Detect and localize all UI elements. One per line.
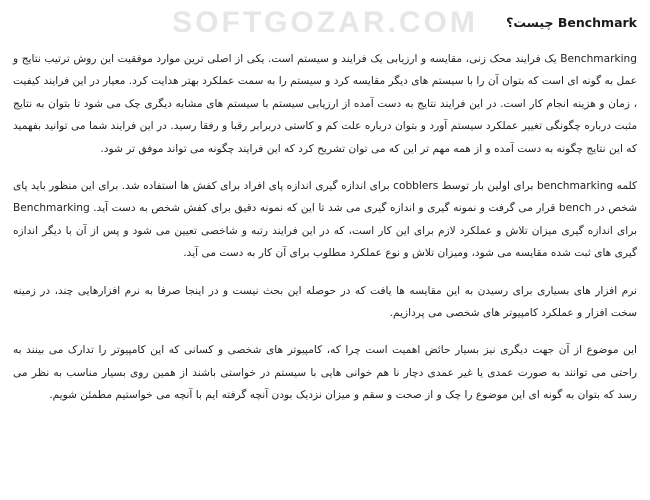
softgozar-watermark: SOFTGOZAR.COM (172, 6, 478, 39)
paragraph-importance: این موضوع از آن جهت دیگری نیز بسیار حائض اهمیت است چرا که، کامپیوتر های شخصی و کسانی که این کامپیوتر را تدارک می بینند به راحتی می توانند به صورت عمدی یا غیر عمدی دچار نا هم خوانی هایی با سیستم در خواستی باشند از همین روی بسیار مناسب به نظر می رسد که بتوان به گونه ای این موضوع را چک و از صحت و سقم و میزان نزدیک بودن آنچه گرفته ایم با آنچه می خواستیم مطمئن شویم. (13, 344, 637, 402)
paragraph-definition: Benchmarking یک فرایند محک زنی، مقایسه و ارزیابی یک فرایند و سیستم است. یکی از اصلی ترین موارد موفقیت این روش ترتیب نتایج و عمل به گونه ای است که بتوان آن را با سیستم های دیگر مقایسه کرد و سیستم را به سمت عملکرد بهتر هدایت کرد. معیار در این فرایند کیفیت ، زمان و هزینه انجام کار است. در این فرایند نتایج به دست آمده از ارزیابی سیستم با سیستم های مشابه دیگری چک می شود تا بتوان به نتایج مثبت درباره چگونگی تغییر عملکرد سیستم آورد و بتوان درباره علت کم و کاستی دربرابر رقبا و رفقا رسید. در این فرایند شما می توانید بفهمید که این نتایج چگونه به دست آمده و از همه مهم تر این که می توان تشریح کرد که این فرایند چگونه می تواند موفق تر شود. (13, 53, 637, 155)
page-title: Benchmark چیست؟ (506, 15, 637, 30)
paragraph-software: نرم افزار های بسیاری برای رسیدن به این مقایسه ها یافت که در حوصله این بحث نیست و در اینجا صرفا به نرم افزارهایی چند، در زمینه سخت افزار و عملکرد کامپیوتر های شخصی می پردازیم. (13, 284, 637, 320)
paragraph-origin: کلمه benchmarking برای اولین بار توسط cobblers برای اندازه گیری اندازه پای افراد برای کفش ها استفاده شد. برای این منظور باید پای شخص در bench قرار می گرفت و نمونه گیری و اندازه گیری می شد تا این که نمونه دقیق برای کفش شخص به دست آید. Benchmarking برای اندازه گیری میزان تلاش و عملکرد لازم برای این کار است، که در این فرایند رتبه و شاخصی تعیین می شود و پس از آن با دیگر اندازه گیری های ثبت شده مقایسه می شود، ومیزان تلاش و نوع عملکرد مطلوب برای آن کار به دست می آید. (13, 180, 637, 260)
